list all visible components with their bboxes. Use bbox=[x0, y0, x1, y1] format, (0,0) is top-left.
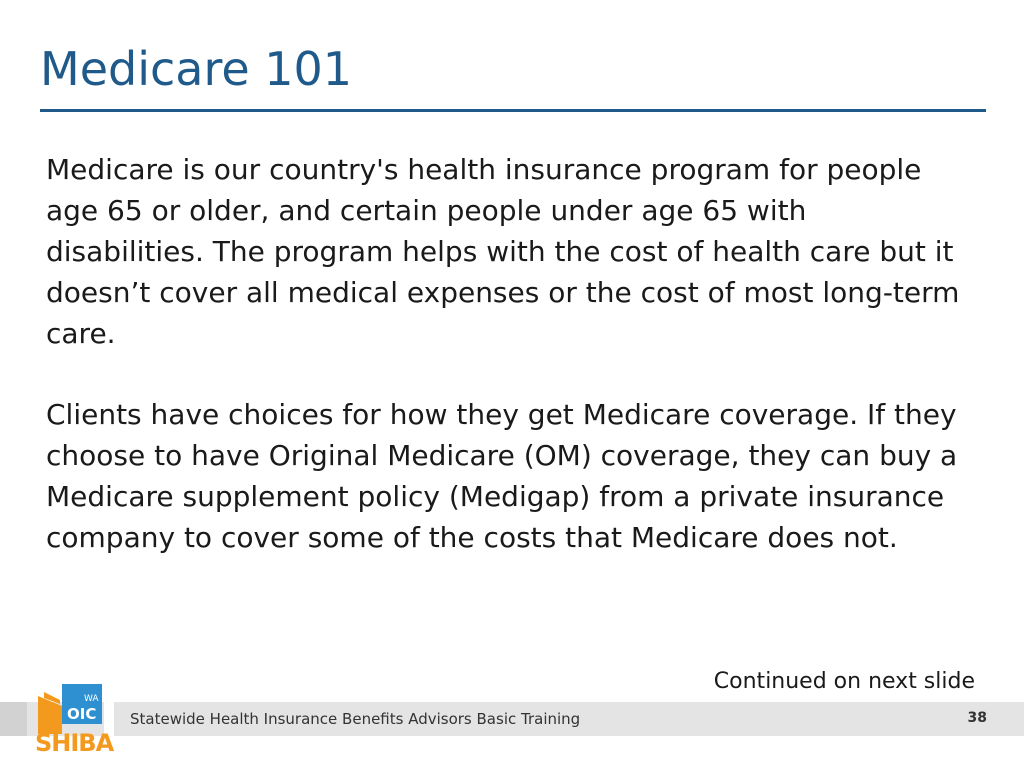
body-paragraph-1: Medicare is our country's health insurance program for people age 65 or older, and certain people under age 65 with disabilities. The program helps with the cost of health care but it doesn’t cover all medical expenses or the cost of most long-term care. bbox=[46, 153, 960, 350]
slide-title: Medicare 101 bbox=[40, 42, 353, 96]
logo-shiba-text: SHIBA bbox=[35, 729, 114, 757]
logo-wa-text: WA bbox=[84, 694, 99, 704]
logo-oic-text: OIC bbox=[67, 705, 97, 723]
page-number: 38 bbox=[967, 710, 987, 726]
footer-text: Statewide Health Insurance Benefits Advisors Basic Training bbox=[130, 710, 581, 728]
shiba-logo bbox=[34, 684, 114, 760]
body-paragraph-2: Clients have choices for how they get Medicare coverage. If they choose to have Original Medicare (OM) coverage, they can buy a Medicare supplement policy (Medigap) from a private insurance company to cover some of the costs that Medicare does not. bbox=[46, 398, 958, 554]
continued-note: Continued on next slide bbox=[713, 669, 975, 694]
title-divider bbox=[40, 109, 986, 112]
footer-left-block bbox=[0, 702, 27, 736]
